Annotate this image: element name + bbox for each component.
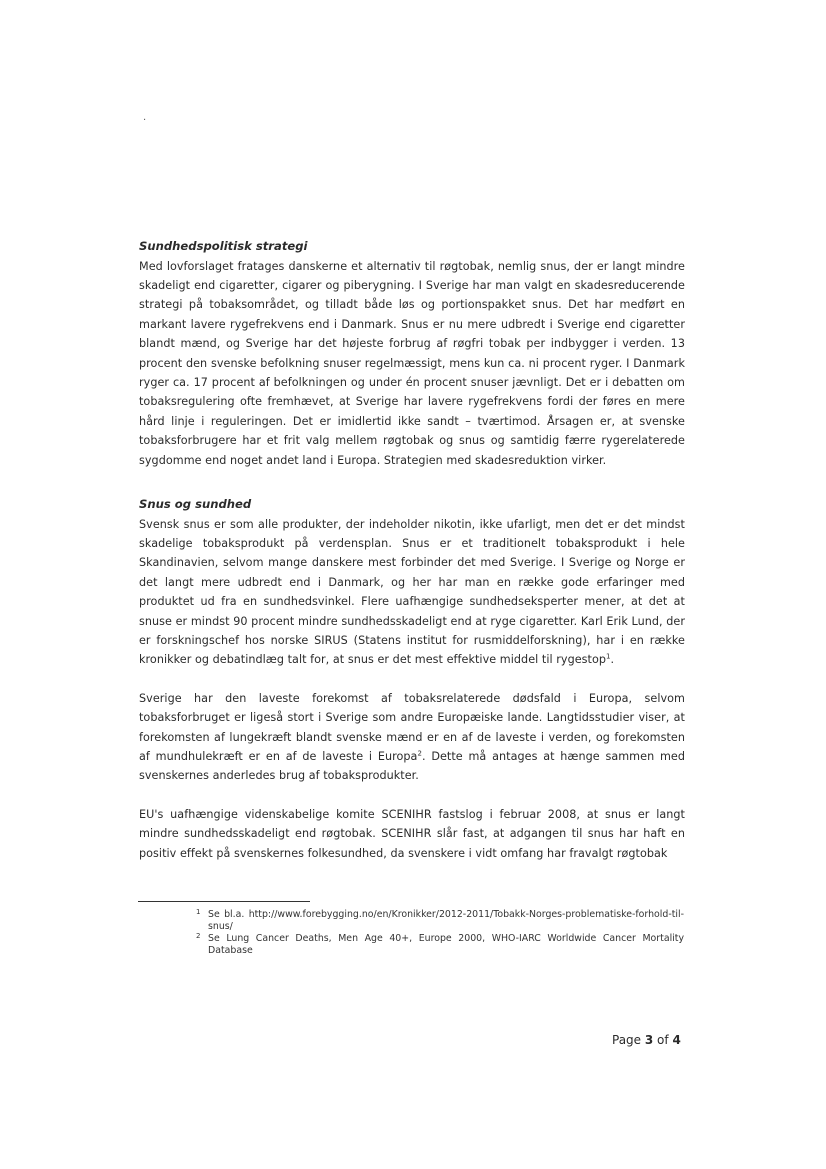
section-title-strategy: Sundhedspolitisk strategi (139, 239, 308, 253)
footnote-divider (138, 901, 310, 902)
paragraph-sweden-cancer-end: . Dette må antages at hænge sammen med svenskernes anderledes brug af tobaksprodukter. (139, 749, 685, 783)
footnote-ref-1: 1 (606, 652, 611, 661)
paragraph-snus-intro-text: Svensk snus er som alle produkter, der indeholder nikotin, ikke ufarligt, men det er det mindst skadelige tobaksprodukt på verdensplan. Snus er et traditionelt tobaksprodukt i hele Skandinavien, selvom mange danskere mest forbinder det med Sverige. I Sverige og Norge er det langt mere udbredt end i Danmark, og her har man en række gode erfaringer med produktet ud fra en sundhedsvinkel. Flere uafhængige sundhedseksperter mener, at det at snuse er mindst 90 procent mindre sundhedsskadeligt end at ryge cigaretter. Karl Erik Lund, der er forskningschef hos norske SIRUS (Statens institut for rusmiddelforskning), har i en række kronikker og debatindlæg talt for, at snus er det mest effektive middel til rygestop (139, 517, 685, 667)
section-strategy (139, 237, 685, 470)
page-number (612, 1033, 681, 1047)
footnote-1-number: 1 (196, 908, 201, 916)
footnote-2-number: 2 (196, 932, 201, 940)
page-number-current: 3 (644, 1033, 654, 1047)
page-number-prefix: Page (612, 1033, 645, 1047)
section-title-snus-health: Snus og sundhed (139, 497, 252, 511)
footnote-1-text: Se bl.a. http://www.forebygging.no/en/Kronikker/2012-2011/Tobakk-Norges-problematiske-forhold-til-snus/ (208, 909, 684, 932)
footnote-2-text: Se Lung Cancer Deaths, Men Age 40+, Europe 2000, WHO-IARC Worldwide Cancer Mortality Database (208, 933, 684, 956)
paragraph-scenihr: EU's uafhængige videnskabelige komite SCENIHR fastslog i februar 2008, at snus er langt mindre sundhedsskadeligt end røgtobak. SCENIHR slår fast, at adgangen til snus har haft en positiv effekt på svenskernes folkesundhed, da svenskere i vidt omfang har fravalgt røgtobak (139, 807, 685, 860)
stray-mark: . (143, 112, 147, 123)
page-number-total: 4 (672, 1033, 681, 1047)
paragraph-sweden-cancer-text: Sverige har den laveste forekomst af tobaksrelaterede dødsfald i Europa, selvom tobaksforbruget er ligeså stort i Sverige som andre Europæiske lande. Langtidsstudier viser, at forekomsten af lungekræft blandt svenske mænd er en af de laveste i verden, og forekomsten af mundhulekræft er en af de laveste i Europa (139, 691, 685, 763)
paragraph-snus-intro-end: . (610, 653, 615, 667)
paragraph-snus-intro (139, 515, 685, 670)
paragraph-strategy: Med lovforslaget fratages danskerne et alternativ til røgtobak, nemlig snus, der er langt mindre skadeligt end cigaretter, cigarer og piberygning. I Sverige har man valgt en skadesreducerende strategi på tobaksområdet, og tilladt både løs og portionspakket snus. Det har medført en markant lavere rygefrekvens end i Danmark. Snus er nu mere udbredt i Sverige end cigaretter blandt mænd, og Sverige har det højeste forbrug af røgfri tobak per indbygger i verden. 13 procent den svenske befolkning snuser regelmæssigt, mens kun ca. ni procent ryger. I Danmark ryger ca. 17 procent af befolkningen og under én procent snuser jævnligt. Det er i debatten om tobaksregulering ofte fremhævet, at Sverige har lavere rygefrekvens fordi der føres en mere hård linje i reguleringen. Det er imidlertid ikke sandt – tværtimod. Årsagen er, at svenske tobaksforbrugere har et frit valg mellem røgtobak og snus og samtidig færre rygerelaterede sygdomme end noget andet land i Europa. Strategien med skadesreduktion virker. (139, 259, 685, 467)
footnote-ref-2: 2 (417, 749, 422, 758)
footnote-1 (196, 909, 684, 932)
paragraph-sweden-cancer (139, 689, 685, 786)
footnote-2 (196, 933, 684, 956)
section-snus-health (139, 495, 685, 863)
page-number-middle: of (653, 1033, 673, 1047)
footnotes (196, 909, 684, 957)
